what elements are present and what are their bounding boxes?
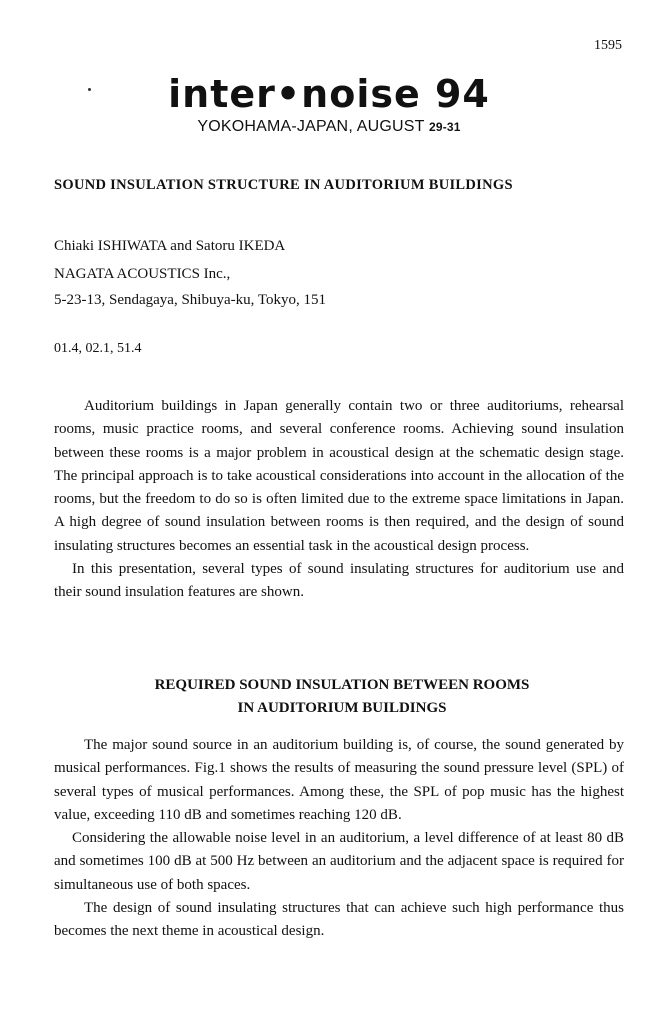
- section-heading: [0, 674, 658, 720]
- conference-location: [0, 118, 658, 136]
- conference-logo: inter•noise 94: [168, 72, 490, 116]
- section-heading-line: IN AUDITORIUM BUILDINGS: [237, 700, 447, 716]
- abstract-paragraph: In this presentation, several types of sound insulating structures for auditorium use and their sound insulation features are shown.: [54, 561, 624, 601]
- body-paragraph: The design of sound insulating structures that can achieve such high performance thus becomes the next theme in acoustical design.: [54, 900, 624, 940]
- conference-days: 29-31: [428, 120, 461, 134]
- classification-codes: 01.4, 02.1, 51.4: [54, 341, 142, 356]
- body-paragraph: The major sound source in an auditorium building is, of course, the sound generated by musical performances. Fig.1 shows the results of measuring the sound pressure level (SPL) of several types of musical performances. Among these, the SPL of pop music has the highest value, exceeding 110 dB and sometimes reaching 120 dB.: [54, 737, 624, 823]
- paper-title: SOUND INSULATION STRUCTURE IN AUDITORIUM BUILDINGS: [54, 177, 513, 193]
- page-number: 1595: [594, 38, 622, 53]
- body-paragraph: Considering the allowable noise level in an auditorium, a level difference of at least 80 dB and sometimes 100 dB at 500 Hz between an auditorium and the adjacent space is required for simultaneous use of both spaces.: [54, 830, 624, 893]
- authors: Chiaki ISHIWATA and Satoru IKEDA: [54, 238, 286, 254]
- organization: NAGATA ACOUSTICS Inc.,: [54, 266, 231, 282]
- conference-location-text: YOKOHAMA-JAPAN, AUGUST: [197, 118, 429, 135]
- address: 5-23-13, Sendagaya, Shibuya-ku, Tokyo, 151: [54, 292, 326, 308]
- section-body: [54, 734, 624, 944]
- abstract-paragraph: Auditorium buildings in Japan generally contain two or three auditoriums, rehearsal rooms, music practice rooms, and several conference rooms. Achieving sound insulation between these rooms is a major problem in acoustical design at the schematic design stage. The principal approach is to take acoustical considerations into account in the allocation of the rooms, but the freedom to do so is often limited due to the extreme space limitations in Japan. A high degree of sound insulation between rooms is then required, and the design of sound insulating structures becomes an essential task in the acoustical design process.: [54, 398, 624, 554]
- abstract: [54, 395, 624, 605]
- section-heading-line: REQUIRED SOUND INSULATION BETWEEN ROOMS: [154, 677, 530, 693]
